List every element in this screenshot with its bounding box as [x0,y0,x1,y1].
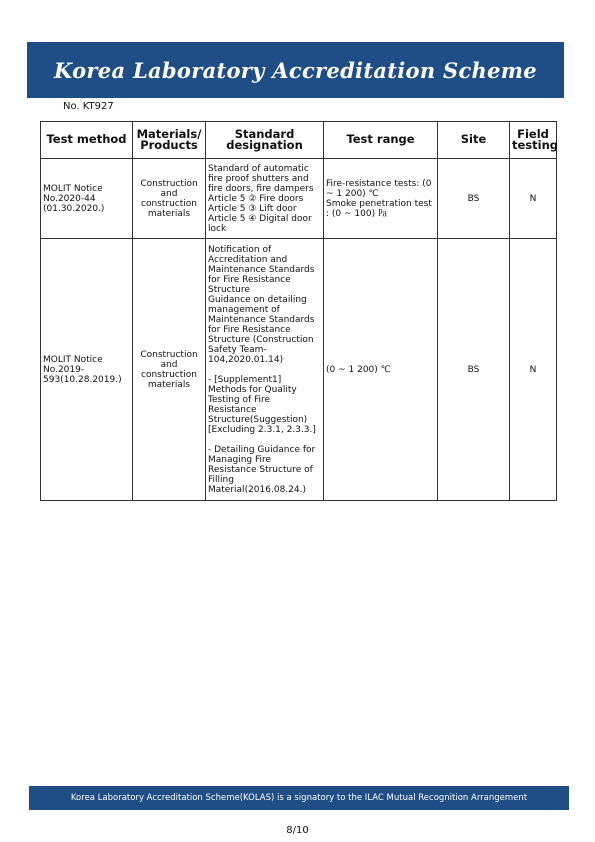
materials-cell: Construction and construction materials [133,159,206,239]
column-header-site: Site [438,122,510,159]
standard-line: Article 5 ④ Digital door lock [208,213,312,234]
test-range-line: Smoke penetration test : (0 ~ 100) ㎩ [326,198,432,219]
paragraph-gap [208,435,321,445]
column-header-test-range: Test range [324,122,438,159]
field-testing-cell: N [510,159,557,239]
column-header-test-method: Test method [41,122,133,159]
column-header-materials: Materials/ Products [133,122,206,159]
footer-text: Korea Laboratory Accreditation Scheme(KOLAS) is a signatory to the ILAC Mutual Recognition Arrangement [70,793,528,803]
table-row [41,239,557,501]
standard-line: Article 5 ③ Lift door [208,203,297,214]
header-title: Korea Laboratory Accreditation Scheme [54,57,537,83]
document-number: No. KT927 [63,101,114,112]
materials-cell: Construction and construction materials [133,239,206,501]
paragraph-gap [208,365,321,375]
header-banner [27,42,564,98]
test-range-line: (0 ~ 1 200) ℃ [326,364,391,375]
standard-line: Standard of automatic fire proof shutters and fire doors, fire dampers [208,163,314,194]
standard-line: Article 5 ② Fire doors [208,193,304,204]
column-header-standard: Standard designation [206,122,324,159]
standard-cell [206,239,324,501]
test-method-cell: MOLIT Notice No.2020-44 (01.30.2020.) [41,159,133,239]
standard-line: - Detailing Guidance for Managing Fire Resistance Structure of Filling Material(2016.08.24.) [208,444,316,495]
standard-line: Notification of Accreditation and Maintenance Standards for Fire Resistance Structure [208,244,315,295]
page-number: 8/10 [286,825,309,836]
table-header-row [41,122,557,159]
test-range-cell [324,159,438,239]
test-range-line: Fire-resistance tests: (0 ~ 1 200) ℃ [326,178,432,199]
test-range-cell [324,239,438,501]
table-row [41,159,557,239]
test-method-cell: MOLIT Notice No.2019-593(10.28.2019.) [41,239,133,501]
footer-banner [29,786,569,810]
standard-line: Guidance on detailing management of Maintenance Standards for Fire Resistance Structure (Construction Safety Team-104,2020.01.14) [208,294,315,365]
field-testing-cell: N [510,239,557,501]
accreditation-scope-table [40,121,557,501]
site-cell: BS [438,159,510,239]
column-header-field-testing: Field testing [510,122,557,159]
standard-line: - [Supplement1] Methods for Quality Testing of Fire Resistance Structure(Suggestion) [Excluding 2.3.1, 2.3.3.] [208,374,316,435]
standard-cell [206,159,324,239]
site-cell: BS [438,239,510,501]
